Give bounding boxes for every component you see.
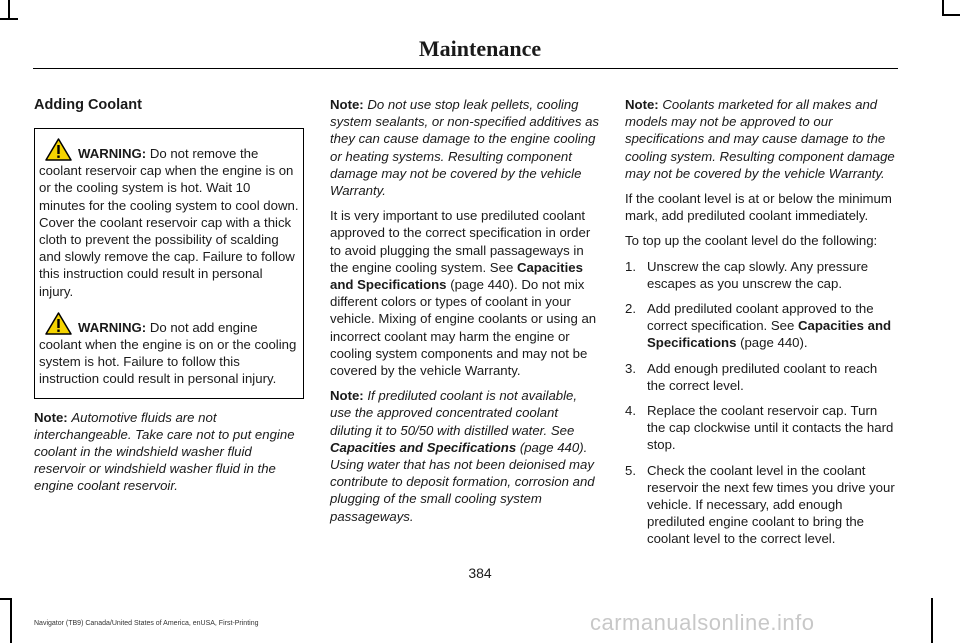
crop-mark-top-left-h bbox=[0, 18, 18, 20]
page-number: 384 bbox=[468, 565, 492, 581]
list-item bbox=[625, 462, 896, 548]
warning-box bbox=[34, 128, 304, 399]
paragraph-text: Do not mix different colors or types of coolant in your vehicle. Mixing of engine coolants or using an incorrect coolant may harm the engine or cooling system components and may not be covered by the vehicle Warranty. bbox=[330, 277, 597, 379]
list-item bbox=[625, 402, 896, 454]
step-number: 5. bbox=[625, 462, 636, 478]
step-text: Add prediluted coolant approved to the correct specification. See bbox=[647, 301, 874, 334]
note-marketed-coolants bbox=[625, 96, 896, 182]
step-text: Unscrew the cap slowly. Any pressure escapes as you unscrew the cap. bbox=[647, 258, 869, 291]
step-text: Replace the coolant reservoir cap. Turn the cap clockwise until it contacts the hard stop. bbox=[647, 403, 894, 453]
paragraph-text: It is very important to use prediluted coolant approved to the correct specification in order to avoid plugging the small passageways in the engine cooling system. See bbox=[330, 208, 591, 275]
note-label: Note: bbox=[330, 97, 364, 112]
top-up-steps bbox=[625, 258, 896, 548]
page-header-title: Maintenance bbox=[418, 36, 542, 61]
list-item bbox=[625, 258, 896, 292]
note-label: Note: bbox=[625, 97, 659, 112]
capacities-link[interactable]: Capacities and Specifications bbox=[647, 318, 892, 351]
crop-mark-bottom-left-v bbox=[10, 598, 12, 643]
warning-triangle-icon bbox=[45, 312, 72, 335]
watermark: carmanualsonline.info bbox=[590, 610, 815, 635]
note-text: Automotive fluids are not interchangeable. Take care not to put engine coolant in the windshield washer fluid reservoir or windshield washer fluid in the engine coolant reservoir. bbox=[34, 409, 295, 494]
note-text: If prediluted coolant is not available, use the approved concentrated coolant diluting it to 50/50 with distilled water. See bbox=[330, 388, 578, 438]
paragraph-minimum-mark: If the coolant level is at or below the minimum mark, add prediluted coolant immediately. bbox=[625, 191, 892, 224]
step-text: Check the coolant level in the coolant reservoir the next few times you drive your vehicle. If necessary, add enough prediluted engine coolant to bring the coolant level to the correct level. bbox=[647, 462, 895, 547]
step-number: 2. bbox=[625, 301, 636, 317]
column-1 bbox=[34, 96, 304, 503]
note-stop-leak bbox=[330, 96, 601, 199]
crop-mark-bottom-left-h bbox=[0, 598, 12, 600]
step-number: 4. bbox=[625, 403, 636, 419]
note-fluids bbox=[34, 409, 304, 495]
page-reference: (page 440). bbox=[736, 335, 808, 351]
warning-triangle-icon bbox=[45, 138, 72, 161]
crop-mark-top-right-v bbox=[942, 0, 944, 14]
capacities-link[interactable]: Capacities and Specifications bbox=[330, 259, 583, 293]
header-divider bbox=[33, 68, 898, 69]
warning-1-text: Do not remove the coolant reservoir cap when the engine is on or the cooling system is hot. Wait 10 minutes for the cooling system to cool down. Cover the coolant reservoir cap with a thick cloth to prevent the possibility of scalding and slowly remove the cap. Failure to follow this instruction could result in personal injury. bbox=[39, 146, 299, 299]
column-2 bbox=[330, 96, 601, 533]
note-text: Do not use stop leak pellets, cooling system sealants, or non-specified additives as they can cause damage to the engine cooling or heating systems. Resulting component damage may not be covered by the vehicle Warranty. bbox=[330, 97, 600, 199]
section-heading: Adding Coolant bbox=[34, 97, 142, 113]
warning-1-label: WARNING: bbox=[78, 146, 147, 161]
step-number: 3. bbox=[625, 360, 636, 376]
crop-mark-top-left-v bbox=[8, 0, 10, 18]
warning-2-label: WARNING: bbox=[78, 319, 147, 335]
page-reference: (page 440). bbox=[446, 277, 518, 293]
column-3 bbox=[625, 96, 896, 556]
paragraph-prediluted bbox=[330, 207, 601, 379]
capacities-link[interactable]: Capacities and Specifications bbox=[330, 439, 517, 455]
list-item bbox=[625, 300, 896, 352]
note-label: Note: bbox=[330, 388, 364, 404]
note-text: Coolants marketed for all makes and models may not be approved to our specifications and may cause damage to the cooling system. Resulting component damage may not be covered by the vehicle Warranty. bbox=[625, 97, 895, 181]
step-text: Add enough prediluted coolant to reach the correct level. bbox=[647, 360, 878, 393]
crop-mark-bottom-right-v bbox=[931, 598, 933, 643]
paragraph-top-up-intro: To top up the coolant level do the following: bbox=[625, 233, 878, 249]
warning-2-text: Do not add engine coolant when the engine is on or the cooling system is hot. Failure to follow this instruction could result in personal injury. bbox=[39, 319, 297, 387]
crop-mark-top-right-h bbox=[942, 14, 960, 16]
page-reference: (page 440). bbox=[516, 439, 588, 455]
warning-2 bbox=[39, 312, 299, 388]
footer-text: Navigator (TB9) Canada/United States of America, enUSA, First-Printing bbox=[34, 620, 259, 627]
note-concentrated bbox=[330, 387, 601, 525]
note-label: Note: bbox=[34, 409, 68, 425]
list-item bbox=[625, 360, 896, 394]
note-text: Using water that has not been deionised may contribute to deposit formation, corrosion and plugging of the small cooling system passageways. bbox=[330, 457, 595, 524]
warning-1 bbox=[39, 138, 299, 300]
step-number: 1. bbox=[625, 258, 636, 274]
